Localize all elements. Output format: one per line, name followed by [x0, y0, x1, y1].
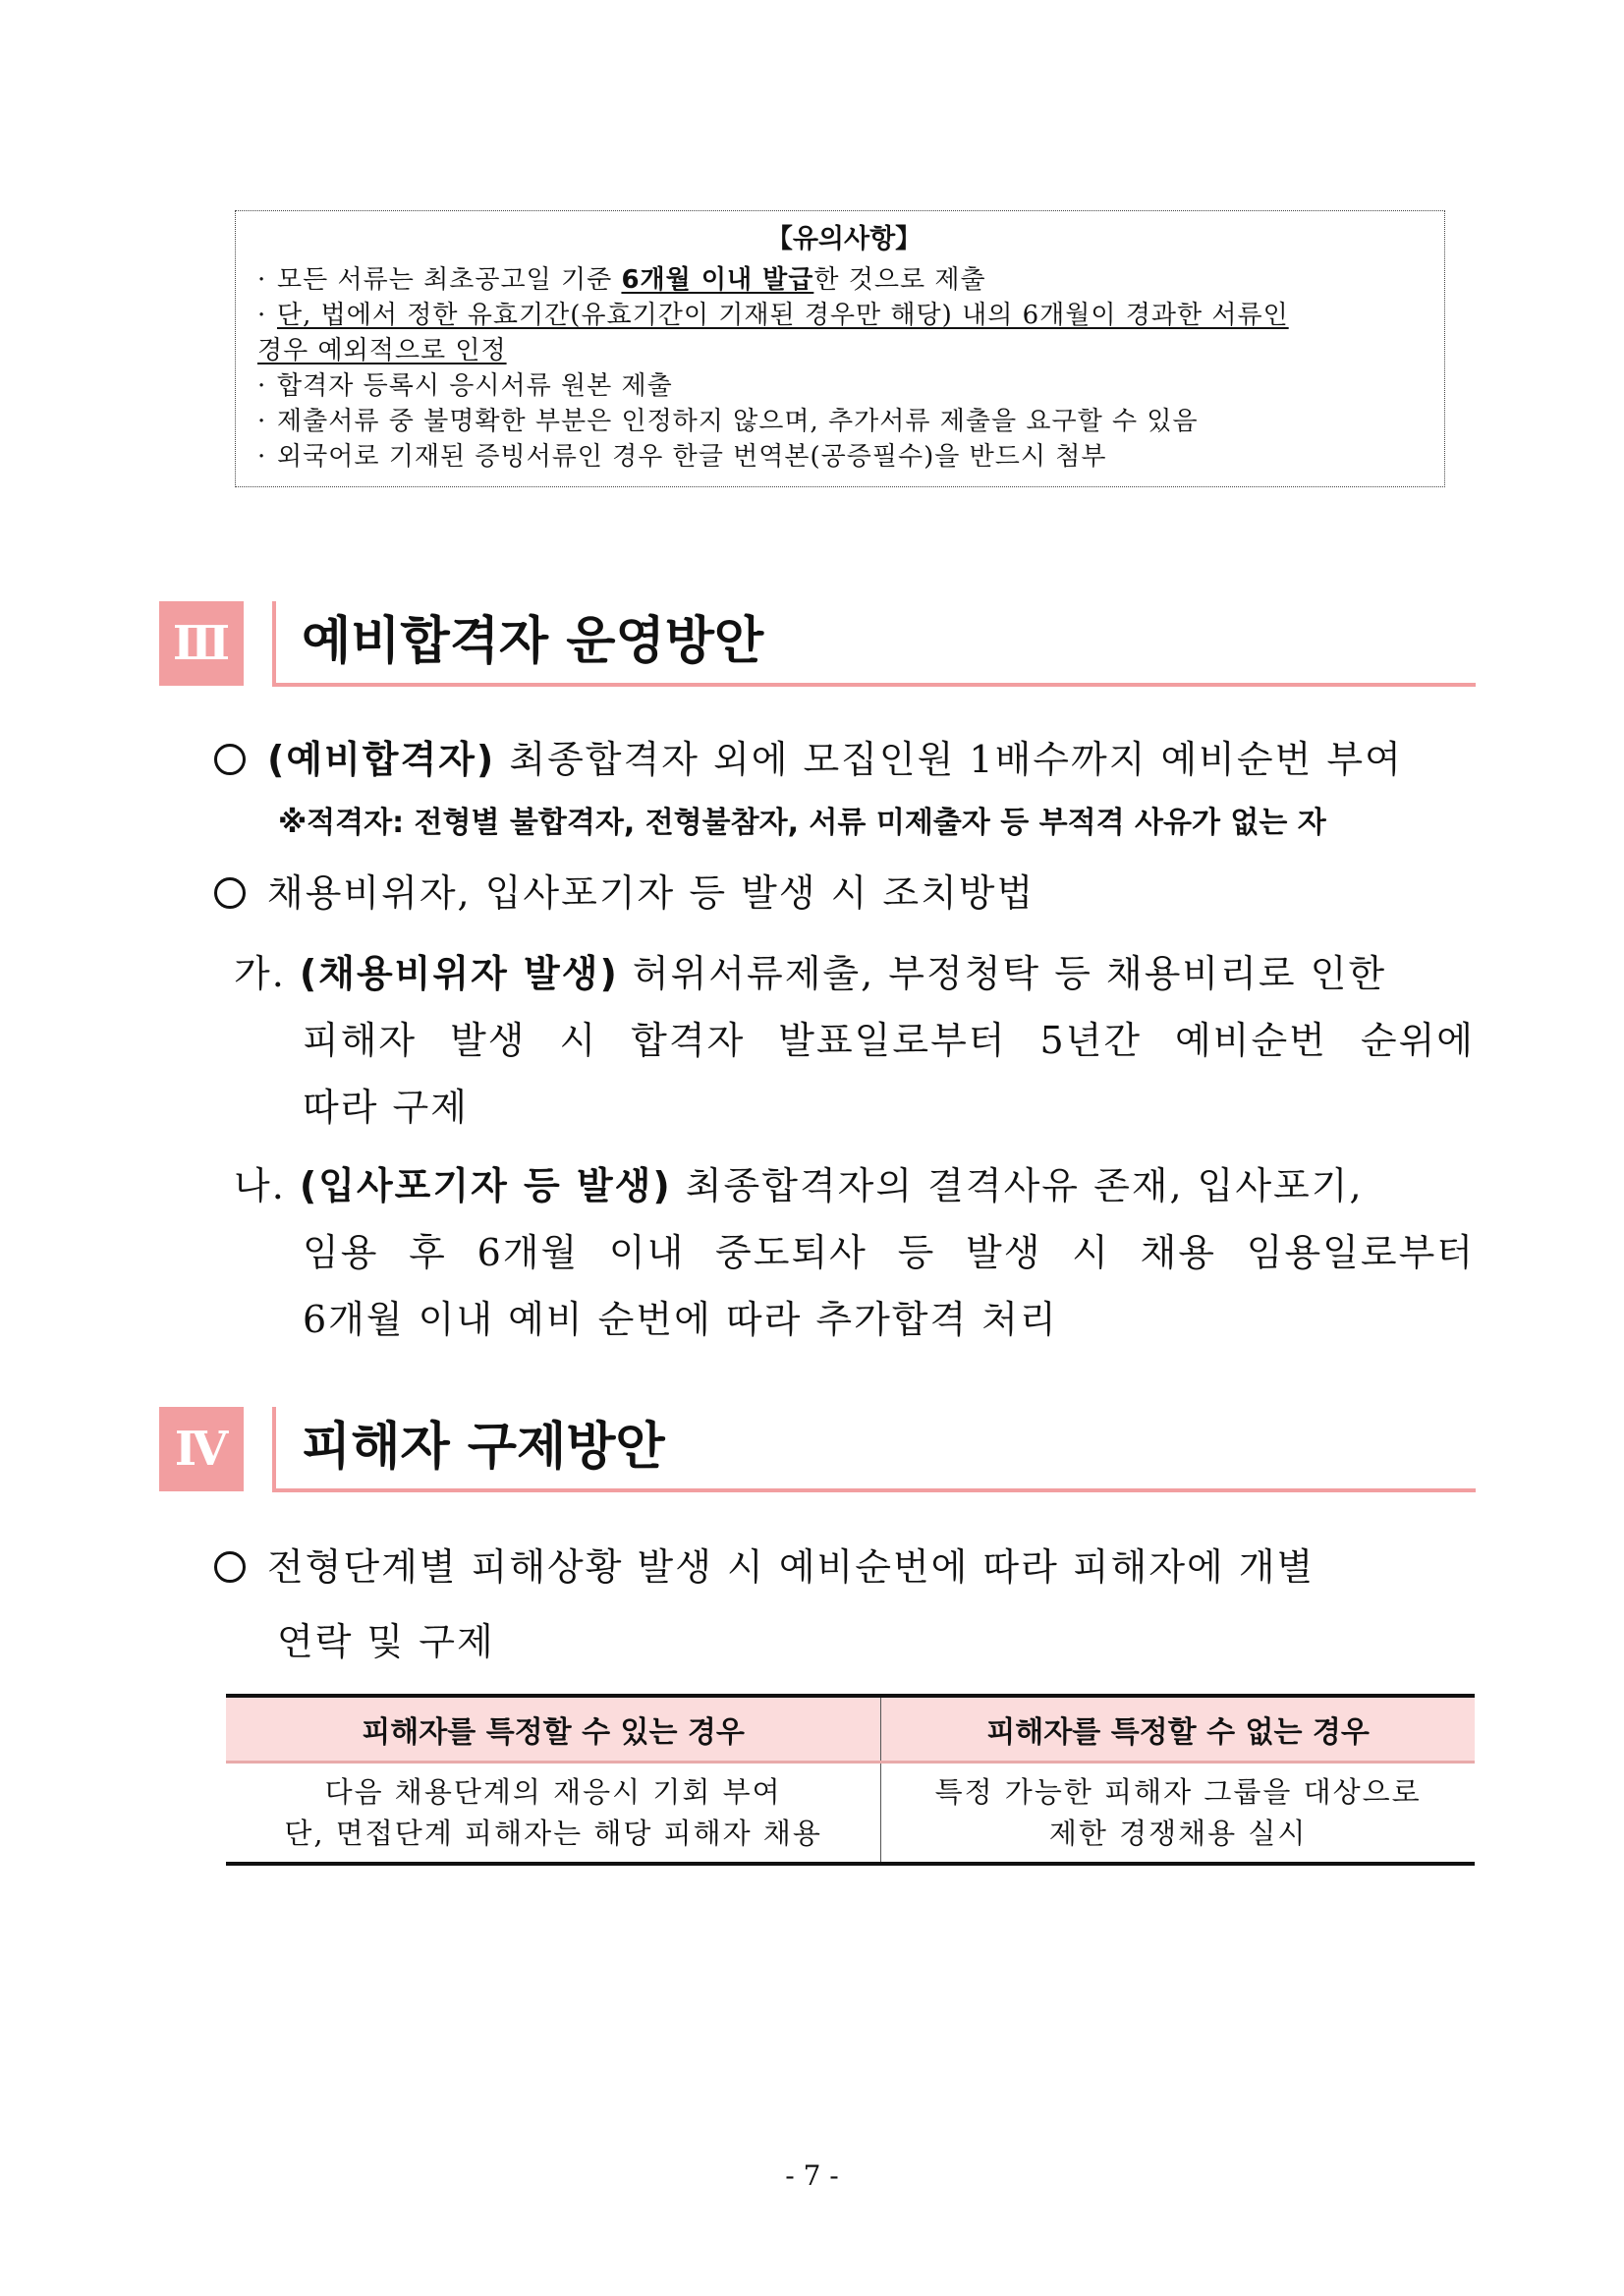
bullet: · [257, 442, 267, 472]
bullet: · [257, 301, 267, 330]
section-4-heading [159, 1407, 1476, 1499]
bullet: · [257, 265, 267, 295]
circle-bullet-icon [214, 1551, 246, 1583]
table-row [226, 1763, 1475, 1865]
table-header-row [226, 1696, 1475, 1763]
sub-text: 피해자 발생 시 합격자 발표일로부터 5년간 예비순번 순위에 [303, 1019, 1475, 1062]
item-text: 전형단계별 피해상황 발생 시 예비순번에 따라 피해자에 개별 [267, 1545, 1316, 1589]
notice-item-4 [257, 404, 1430, 439]
section-3-sub-ga-line2 [303, 1010, 1475, 1064]
sub-text: 허위서류제출, 부정청탁 등 채용비리로 인한 [618, 952, 1387, 995]
sub-bold: (채용비위자 발생) [299, 952, 619, 995]
cell-line: 단, 면접단계 피해자는 해당 피해자 채용 [284, 1817, 822, 1850]
notice-box [235, 210, 1445, 487]
bullet: · [257, 407, 267, 436]
cell-line: 제한 경쟁채용 실시 [1048, 1817, 1308, 1850]
section-number: Ⅳ [159, 1407, 244, 1491]
section-4-item-1 [214, 1537, 1475, 1591]
page-number: - 7 - [785, 2159, 839, 2192]
divider [272, 683, 1476, 687]
sub-label: 가. [234, 952, 286, 995]
item-label: (예비합격자) [267, 738, 496, 781]
notice-text: 모든 서류는 최초공고일 기준 [277, 265, 622, 295]
section-3-sub-ga [234, 943, 1475, 997]
remedy-table [226, 1694, 1475, 1866]
section-3-sub-na-line3: 6개월 이내 예비 순번에 따라 추가합격 처리 [303, 1298, 1058, 1341]
table-header-cell: 피해자를 특정할 수 있는 경우 [226, 1696, 881, 1763]
cell-line: 특정 가능한 피해자 그룹을 대상으로 [934, 1775, 1422, 1809]
section-number: Ⅲ [159, 601, 244, 686]
sub-text: 최종합격자의 결격사유 존재, 입사포기, [671, 1164, 1364, 1207]
cell-line: 다음 채용단계의 재응시 기회 부여 [324, 1775, 782, 1809]
notice-item-2 [257, 298, 1430, 333]
notice-text: 한 것으로 제출 [813, 265, 986, 295]
circle-bullet-icon [214, 877, 246, 909]
section-3-sub-na [234, 1155, 1475, 1209]
section-3-sub-na-line2 [303, 1222, 1475, 1276]
table-cell [881, 1763, 1475, 1865]
bullet: · [257, 371, 267, 401]
divider [272, 1407, 276, 1491]
notice-text: 합격자 등록시 응시서류 원본 제출 [277, 371, 673, 401]
notice-item-3 [257, 368, 1430, 404]
divider [272, 601, 276, 686]
notice-text: 외국어로 기재된 증빙서류인 경우 한글 번역본(공증필수)을 반드시 첨부 [277, 442, 1107, 472]
notice-text: 경우 예외적으로 인정 [257, 336, 507, 365]
section-3-sub-ga-line3: 따라 구제 [303, 1086, 469, 1129]
notice-title: 【유의사항】 [765, 224, 923, 254]
sub-text: 임용 후 6개월 이내 중도퇴사 등 발생 시 채용 임용일로부터 [303, 1231, 1475, 1274]
notice-item-2-cont [257, 333, 1430, 368]
notice-text: 단, 법에서 정한 유효기간(유효기간이 기재된 경우만 해당) 내의 6개월이 경과한 서류인 [277, 301, 1289, 330]
eligibility-note: ※적격자: 전형별 불합격자, 전형불참자, 서류 미제출자 등 부적격 사유가 없는 자 [278, 806, 1326, 840]
notice-item-1 [257, 262, 1430, 298]
section-3-item-2 [214, 863, 1035, 917]
section-3-item-1 [214, 729, 1403, 783]
notice-emphasis: 6개월 이내 발급 [621, 265, 814, 295]
sub-label: 나. [234, 1164, 286, 1207]
table-cell [226, 1763, 881, 1865]
sub-bold: (입사포기자 등 발생) [299, 1164, 672, 1207]
circle-bullet-icon [214, 744, 246, 775]
divider [272, 1488, 1476, 1492]
item-text: 최종합격자 외에 모집인원 1배수까지 예비순번 부여 [495, 738, 1403, 781]
table-header-cell: 피해자를 특정할 수 없는 경우 [881, 1696, 1475, 1763]
section-4-item-1-line2: 연락 및 구제 [277, 1620, 495, 1663]
section-3-heading [159, 601, 1476, 694]
item-text: 채용비위자, 입사포기자 등 발생 시 조치방법 [267, 871, 1036, 915]
notice-text: 제출서류 중 불명확한 부분은 인정하지 않으며, 추가서류 제출을 요구할 수 있음 [277, 407, 1199, 436]
section-title: 피해자 구제방안 [302, 1418, 665, 1477]
section-title: 예비합격자 운영방안 [302, 612, 764, 671]
notice-item-5 [257, 439, 1430, 475]
